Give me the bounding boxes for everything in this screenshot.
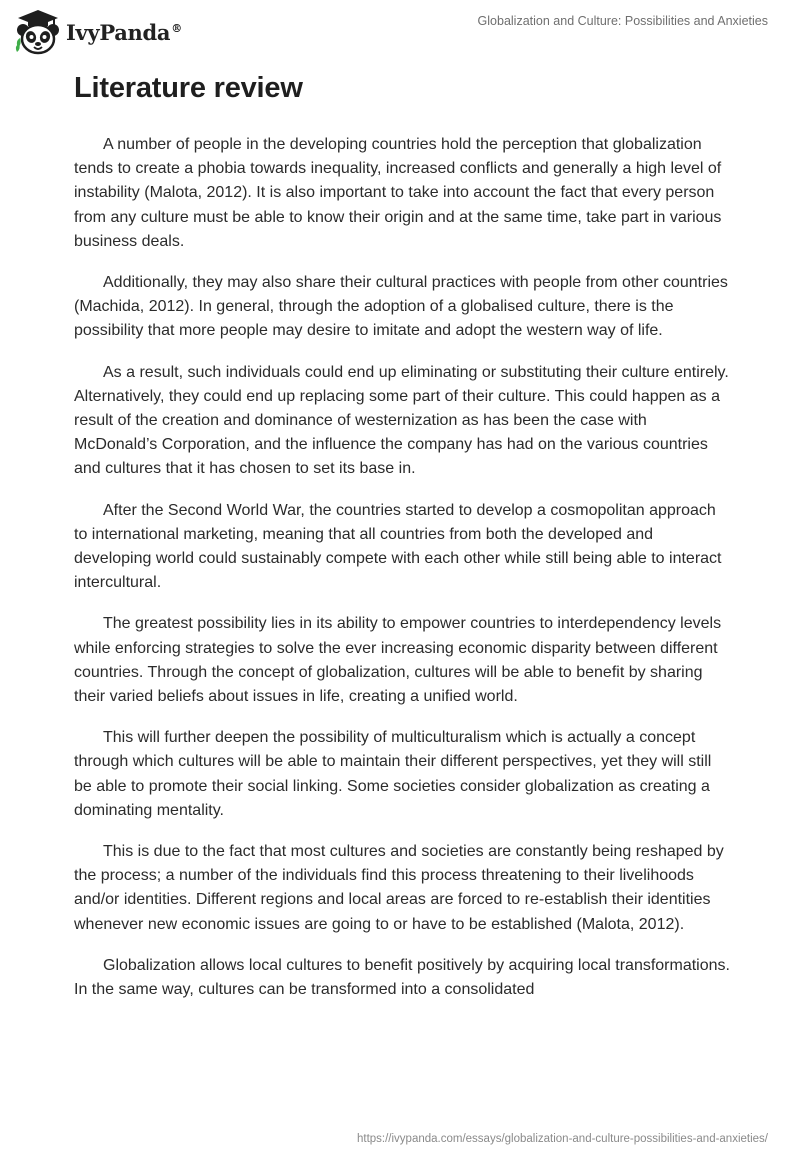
paragraph: Globalization allows local cultures to benefit positively by acquiring local transformations. In the same way, cultures can be transformed into a consolidated	[74, 956, 730, 999]
document-title: Globalization and Culture: Possibilities and Anxieties	[477, 14, 768, 28]
paragraph: Additionally, they may also share their cultural practices with people from other countries (Machida, 2012). In general, through the adoption of a globalised culture, there is the possibility that more people may desire to imitate and adopt the western way of life.	[74, 274, 728, 340]
paragraph: After the Second World War, the countries started to develop a cosmopolitan approach to international marketing, meaning that all countries from both the developed and developing world could sustainably compete with each other while still being able to interact intercultural.	[74, 501, 722, 592]
brand-logo[interactable]	[14, 8, 182, 56]
paragraph: A number of people in the developing countries hold the perception that globalization tends to create a phobia towards inequality, increased conflicts and generally a high level of instability (Malota, 2012). It is also important to take into account the fact that every person from any culture must be able to know their origin and at the same time, take part in various business deals.	[74, 136, 722, 250]
article-body	[74, 133, 730, 1019]
paragraph: As a result, such individuals could end up eliminating or substituting their culture entirely. Alternatively, they could end up replacing some part of their culture. This could happen as a result of the creation and dominance of westernization as has been the case with McDonald’s Corporation, and the influence the company has had on the various countries and cultures that it has chosen to set its base in.	[74, 363, 729, 478]
paragraph: This will further deepen the possibility of multiculturalism which is actually a concept through which cultures will be able to maintain their different perspectives, yet they will still be able to promote their social linking. Some societies consider globalization as creating a dominating mentality.	[74, 729, 712, 819]
paragraph: The greatest possibility lies in its ability to empower countries to interdependency levels while enforcing strategies to solve the ever increasing economic disparity between different countries. Through the concept of globalization, cultures will be able to benefit by sharing their varied beliefs about issues in life, creating a unified world.	[74, 615, 722, 706]
page-header	[0, 0, 800, 70]
source-url[interactable]: https://ivypanda.com/essays/globalization-and-culture-possibilities-and-anxieties/	[356, 1133, 768, 1145]
section-heading: Literature review	[74, 72, 303, 104]
panda-graduate-icon	[14, 8, 62, 56]
paragraph: This is due to the fact that most cultures and societies are constantly being reshaped by the process; a number of the individuals find this process threatening to their livelihoods and/or identities. Different regions and local areas are forced to re-establish their identities whenever new economic issues are going to or have to be established (Malota, 2012).	[74, 843, 724, 933]
brand-name: IvyPanda®	[66, 19, 182, 45]
registered-mark: ®	[171, 21, 182, 35]
